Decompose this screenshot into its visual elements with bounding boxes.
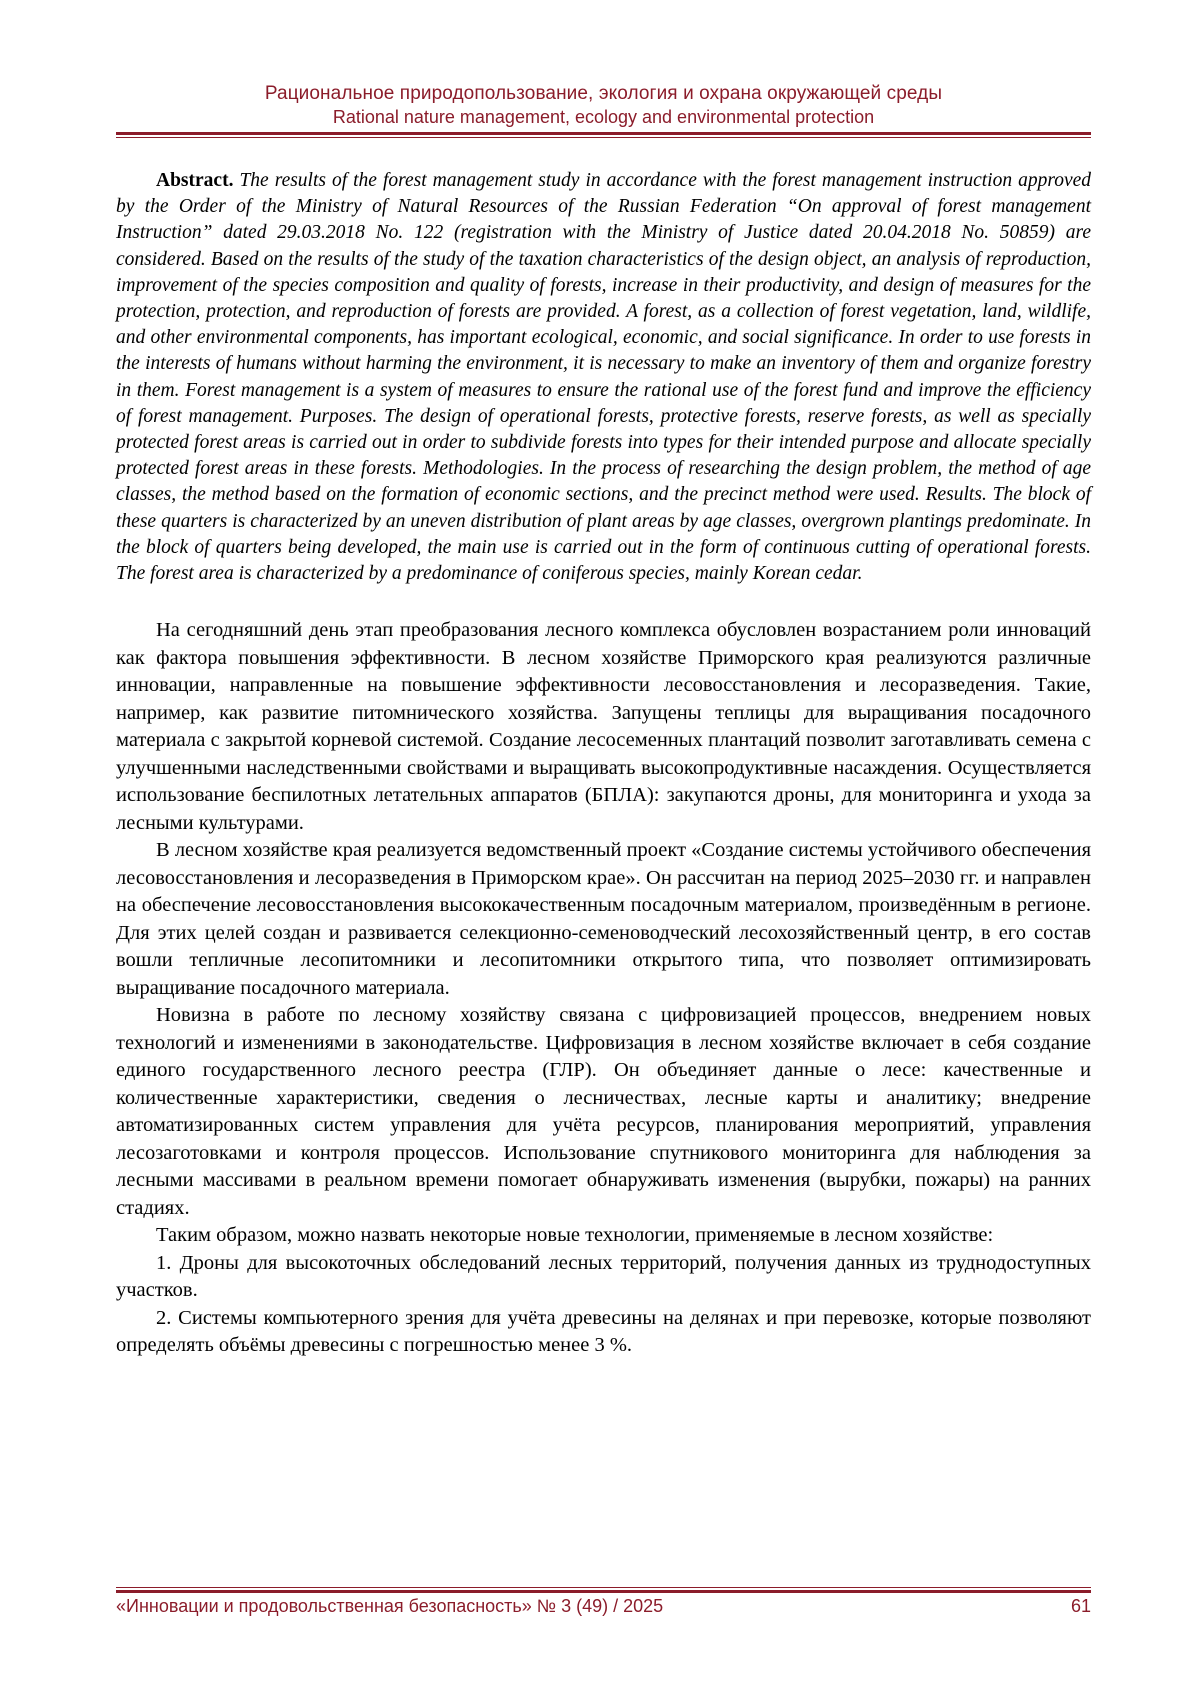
section-gap [116,587,1091,617]
list-item-1: 1. Дроны для высокоточных обследований лесных территорий, получения данных из труднодоступных участков. [116,1251,1091,1302]
footer-rule-thick [116,1590,1091,1593]
article-body [116,168,1091,1360]
list-item-2: 2. Системы компьютерного зрения для учёта древесины на делянах и при перевозке, которые позволяют определять объёмы древесины с погрешностью менее 3 %. [116,1306,1091,1357]
paragraph-4: Таким образом, можно назвать некоторые новые технологии, применяемые в лесном хозяйстве: [156,1224,994,1247]
running-header [116,82,1091,128]
header-title-en: Rational nature management, ecology and environmental protection [332,107,875,127]
abstract-label: Abstract. [156,170,234,191]
page-number: 61 [1070,1596,1091,1616]
footer-journal-name: «Инновации и продовольственная безопасность» № 3 (49) / 2025 [116,1596,664,1616]
header-rule-thick [116,132,1091,135]
abstract-text: The results of the forest management study in accordance with the forest management instruction approved by the Order of the Ministry of Natural Resources of the Russian Federation “On approval of forest management Instruction” dated 29.03.2018 No. 122 (registration with the Ministry of Justice dated 20.04.2018 No. 50859) are considered. Based on the results of the study of the taxation characteristics of the design object, an analysis of reproduction, improvement of the species composition and quality of forests, increase in their productivity, and design of measures for the protection, protection, and reproduction of forests are provided. A forest, as a collection of forest vegetation, land, wildlife, and other environmental components, has important ecological, economic, and social significance. In order to use forests in the interests of humans without harming the environment, it is necessary to make an inventory of them and organize forestry in them. Forest management is a system of measures to ensure the rational use of the forest fund and improve the efficiency of forest management. Purposes. The design of operational forests, protective forests, reserve forests, as well as specially protected forest areas is carried out in order to subdivide forests into types for their intended purpose and allocate specially protected forest areas in these forests. Methodologies. In the process of researching the design problem, the method of age classes, the method based on the formation of economic sections, and the precinct method were used. Results. The block of these quarters is characterized by an uneven distribution of plant areas by age classes, overgrown plantings predominate. In the block of quarters being developed, the main use is carried out in the form of continuous cutting of operational forests. The forest area is characterized by a predominance of coniferous species, mainly Korean cedar. [116,170,1091,585]
abstract [116,168,1091,587]
paragraph-1: На сегодняшний день этап преобразования лесного комплекса обусловлен возрастанием роли инноваций как фактора повышения эффективности. В лесном хозяйстве Приморского края реализуются различные инновации, направленные на повышение эффективности лесовосстановления и лесоразведения. Такие, например, как развитие питомнического хозяйства. Запущены теплицы для выращивания посадочного материала с закрытой корневой системой. Создание лесосеменных плантаций позволит заготавливать семена с улучшенными наследственными свойствами и выращивать высокопродуктивные насаждения. Осуществляется использование беспилотных летательных аппаратов (БПЛА): закупаются дроны, для мониторинга и ухода за лесными культурами. [116,619,1091,834]
header-rule-thin [116,137,1091,138]
paragraph-2: В лесном хозяйстве края реализуется ведомственный проект «Создание системы устойчивого обеспечения лесовосстановления и лесоразведения в Приморском крае». Он рассчитан на период 2025–2030 гг. и направлен на обеспечение лесовосстановления высококачественным посадочным материалом, произведённым в регионе. Для этих целей создан и развивается селекционно-семеноводческий лесохозяйственный центр, в его состав вошли тепличные лесопитомники и лесопитомники открытого типа, что позволяет оптимизировать выращивание посадочного материала. [116,839,1091,999]
paragraph-3: Новизна в работе по лесному хозяйству связана с цифровизацией процессов, внедрением новых технологий и изменениями в законодательстве. Цифровизация в лесном хозяйстве включает в себя создание единого государственного лесного реестра (ГЛР). Он объединяет данные о лесе: качественные и количественные характеристики, сведения о лесничествах, лесные карты и аналитику; внедрение автоматизированных систем управления для учёта ресурсов, планирования мероприятий, управления лесозаготовками и контроля процессов. Использование спутникового мониторинга для наблюдения за лесными массивами в реальном времени помогает обнаруживать изменения (вырубки, пожары) на ранних стадиях. [116,1004,1091,1219]
footer-rule-thin [116,1587,1091,1588]
header-title-ru: Рациональное природопользование, экология и охрана окружающей среды [264,83,943,104]
page-footer [116,1596,1091,1618]
